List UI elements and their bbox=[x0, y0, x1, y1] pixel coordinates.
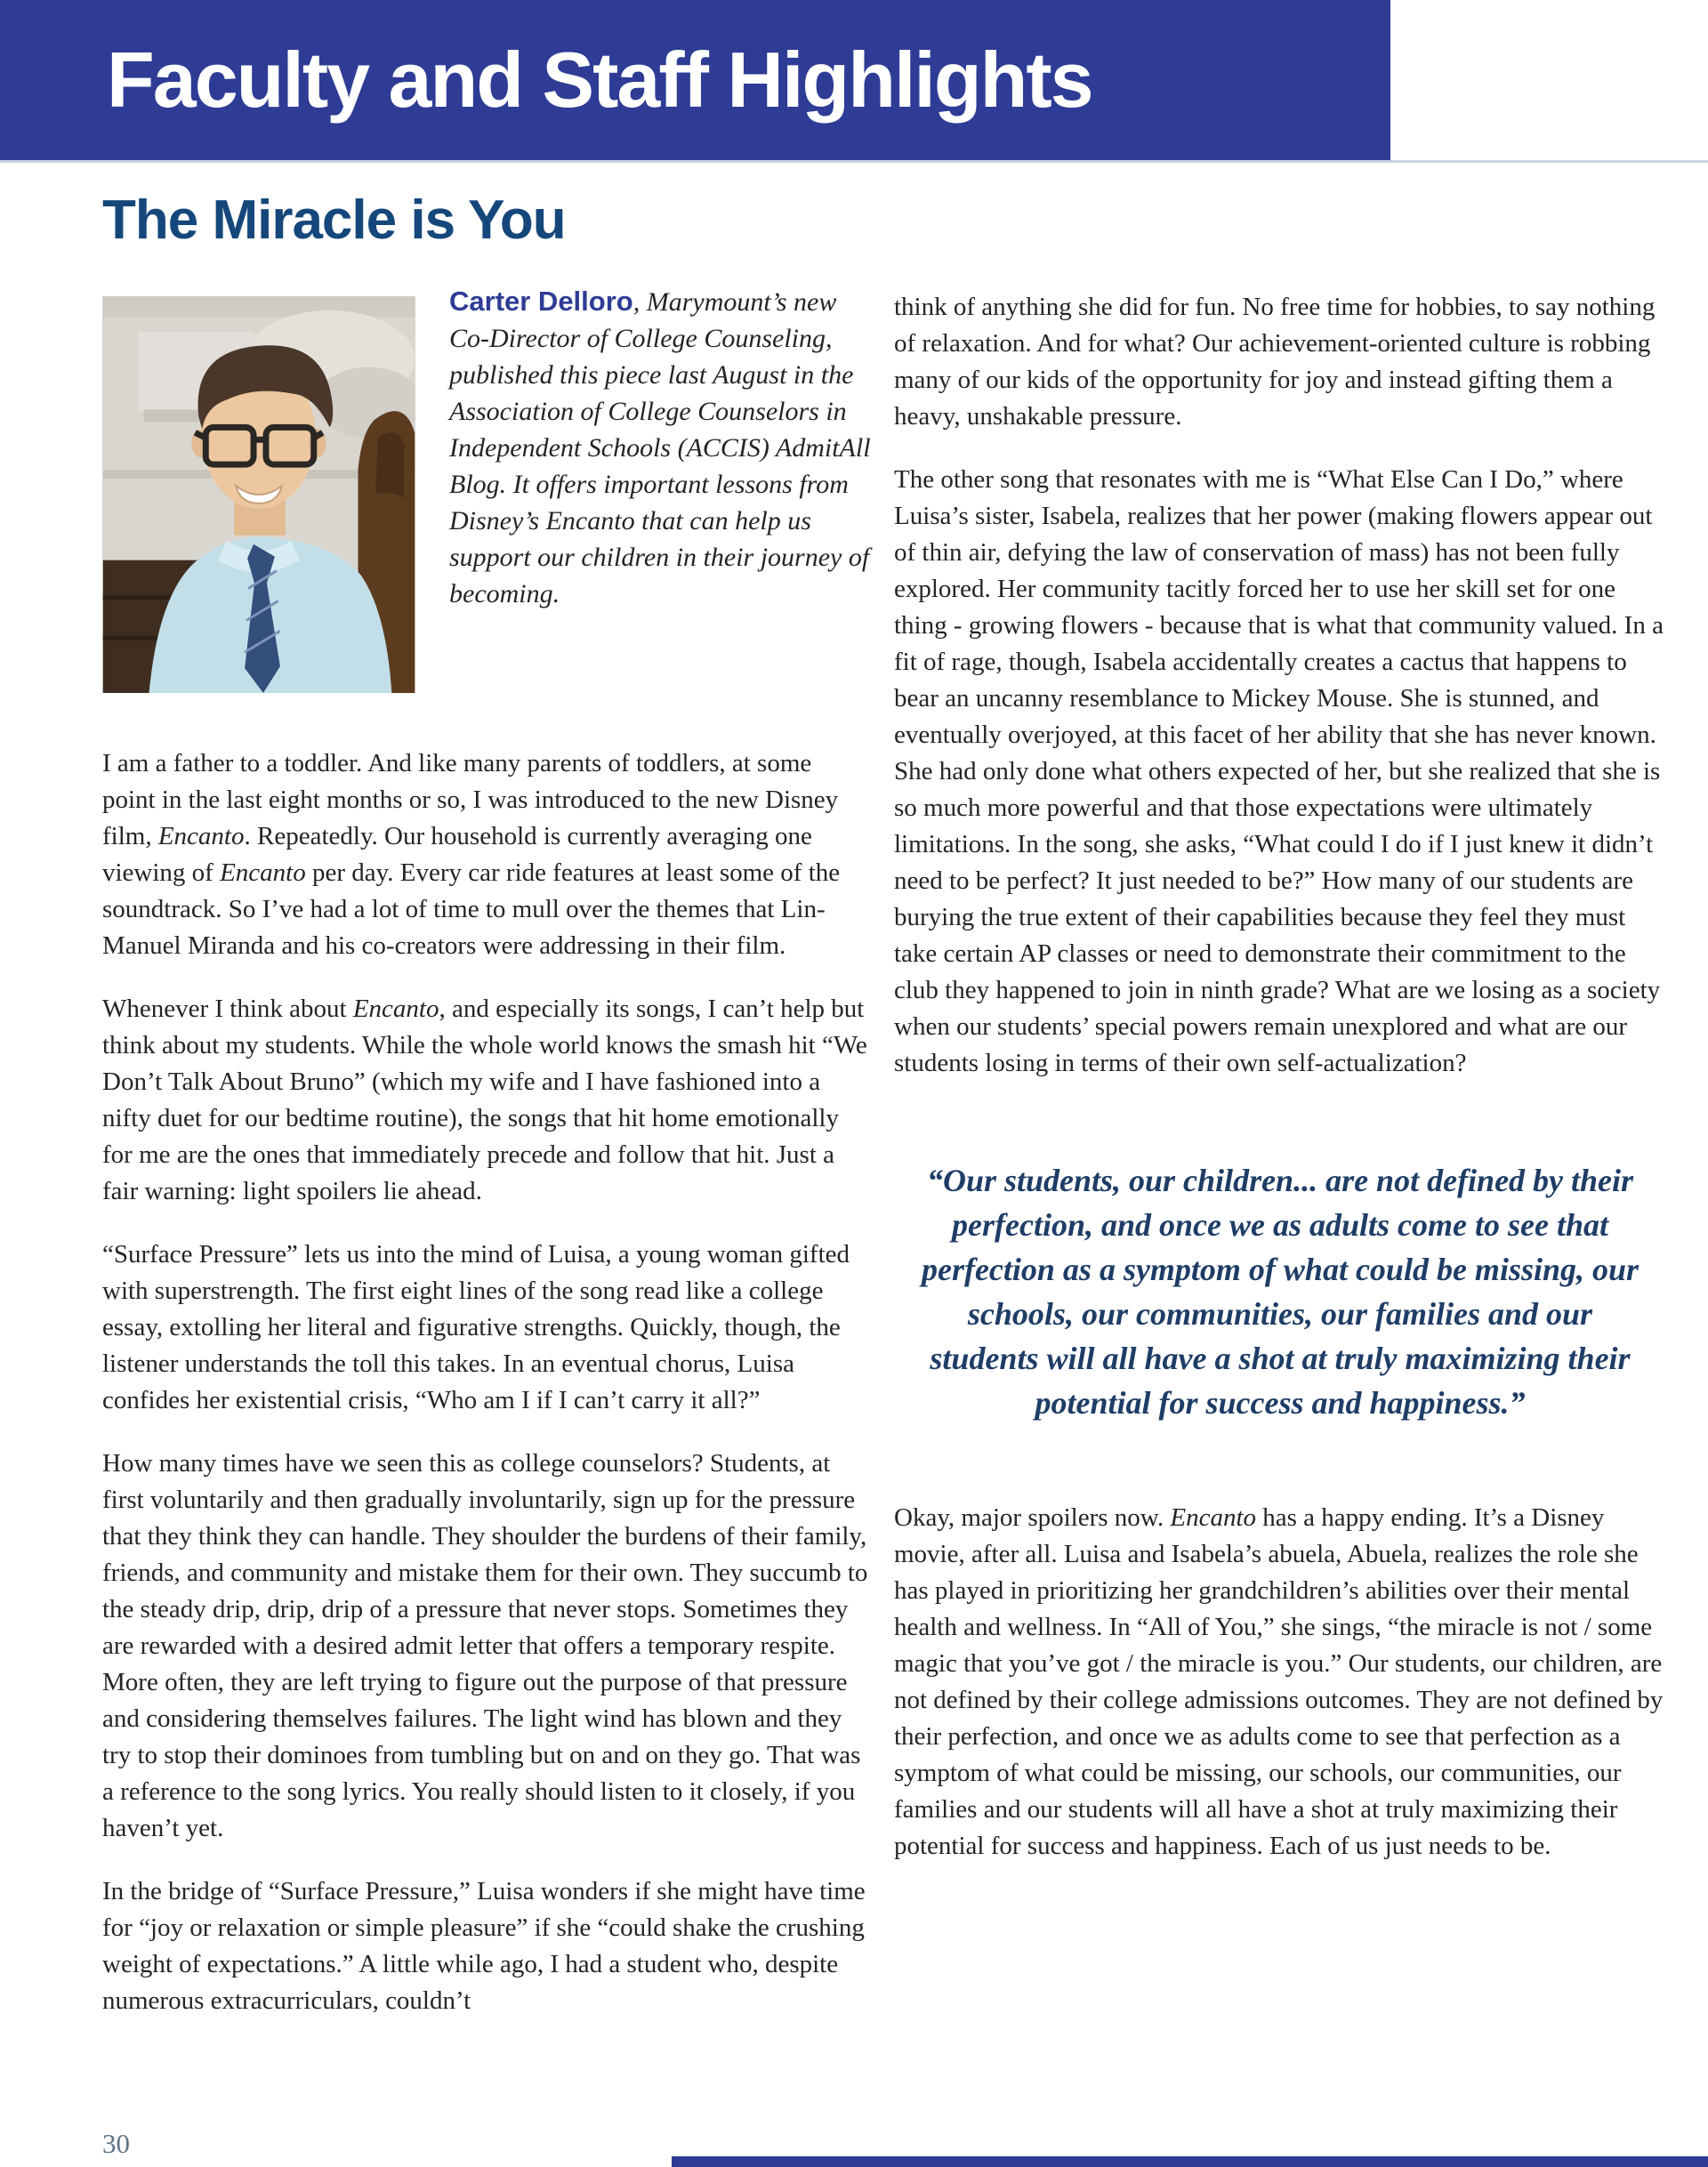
paragraph: How many times have we seen this as college counselors? Students, at first voluntarily and then gradually involuntarily, sign up for the pressure that they think they can handle. They shoulder the burdens of their family, friends, and community and mistake them for their own. They succumb to the steady drip, drip, drip of a pressure that never stops. Sometimes they are rewarded with a desired admit letter that offers a temporary respite. More often, they are left trying to figure out the purpose of that pressure and considering themselves failures. The light wind has blown and they try to stop their dominoes from tumbling but on and on they go. That was a reference to the song lyrics. You really should listen to it closely, if you haven’t yet. bbox=[102, 1449, 868, 1842]
pull-quote: “Our students, our children... are not defined by their perfection, and once we as adults come to see that perfection as a symptom of what could be missing, our schools, our communities, our families and our students will all have a shot at truly maximizing their potential for success and happiness.” bbox=[921, 1163, 1640, 1421]
paragraph: “Surface Pressure” lets us into the mind of Luisa, a young woman gifted with superstrength. The first eight lines of the song read like a college essay, extolling her literal and figurative strengths. Quickly, though, the listener understands the toll this takes. In an eventual chorus, Luisa confides her existential crisis, “Who am I if I can’t carry it all?” bbox=[102, 1240, 850, 1414]
paragraph: Okay, major spoilers now. Encanto has a happy ending. It’s a Disney movie, after all. Luisa and Isabela’s abuela, Abuela, realizes the role she has played in prioritizing her grandchildren’s abilities over their mental health and wellness. In “All of You,” she sings, “the miracle is not / some magic that you’ve got / the miracle is you.” Our students, our children, are not defined by their college admissions outcomes. They are not defined by their perfection, and once we as adults come to see that perfection as a symptom of what could be missing, our schools, our communities, our families and our students will all have a shot at truly maximizing their potential for success and happiness. Each of us just needs to be. bbox=[894, 1503, 1664, 1860]
byline bbox=[449, 283, 878, 612]
paragraph: In the bridge of “Surface Pressure,” Luisa wonders if she might have time for “joy or relaxation or simple pleasure” if she “could shake the crushing weight of expectations.” A little while ago, I had a student who, despite numerous extracurriculars, couldn’t bbox=[102, 1877, 866, 2015]
banner-divider bbox=[0, 160, 1708, 163]
paragraph: I am a father to a toddler. And like many parents of toddlers, at some point in the last eight months or so, I was introduced to the new Disney film, Encanto. Repeatedly. Our household is currently averaging one viewing of Encanto per day. Every car ride features at least some of the soundtrack. So I’ve had a lot of time to mull over the themes that Lin-Manuel Miranda and his co-creators were addressing in their film. bbox=[102, 749, 841, 960]
author-name: Carter Delloro bbox=[449, 286, 633, 317]
paragraph: Whenever I think about Encanto, and especially its songs, I can’t help but think about my students. While the whole world knows the smash hit “We Don’t Talk About Bruno” (which my wife and I have fashioned into a nifty duet for our bedtime routine), the songs that hit home emotionally for me are the ones that immediately precede and follow that hit. Just a fair warning: light spoilers lie ahead. bbox=[102, 995, 867, 1205]
article-title: The Miracle is You bbox=[102, 189, 566, 251]
paragraph: think of anything she did for fun. No free time for hobbies, to say nothing of relaxation. And for what? Our achievement-oriented culture is robbing many of our kids of the opportunity for joy and instead gifting them a heavy, unshakable pressure. bbox=[894, 293, 1656, 431]
page-header-banner bbox=[0, 0, 1390, 160]
author-photo-illustration bbox=[102, 296, 415, 693]
right-column bbox=[894, 289, 1666, 1891]
left-column bbox=[102, 745, 869, 2046]
page-number: 30 bbox=[102, 2128, 130, 2159]
paragraph: The other song that resonates with me is “What Else Can I Do,” where Luisa’s sister, Isabela, realizes that her power (making flowers appear out of thin air, defying the law of conservation of mass) has not been fully explored. Her community tacitly forced her to use her skill set for one thing - growing flowers - because that is what that community valued. In a fit of rage, though, Isabela accidentally creates a cactus that happens to bear an uncanny resemblance to Mickey Mouse. She is stunned, and eventually overjoyed, at this facet of her ability that she has never known. She had only done what others expected of her, but she realized that she is so much more powerful and that those expectations were ultimately limitations. In the song, she asks, “What could I do if I just knew it didn’t need to be perfect? It just needed to be?” How many of our students are burying the true extent of their capabilities because they feel they must take certain AP classes or need to demonstrate their commitment to the club they happened to join in ninth grade? What are we losing as a society when our students’ special powers remain unexplored and what are our students losing in terms of their own self-actualization? bbox=[894, 465, 1664, 1077]
page-header-title: Faculty and Staff Highlights bbox=[107, 36, 1092, 124]
byline-text: , Marymount’s new Co-Director of College Counseling, published this piece last August in the Association of College Counselors in Independent Schools (ACCIS) AdmitAll Blog. It offers important lessons from Disney’s Encanto that can help us support our children in their journey of becoming. bbox=[449, 287, 871, 608]
footer-accent-bar bbox=[672, 2156, 1708, 2167]
author-photo bbox=[102, 296, 415, 693]
